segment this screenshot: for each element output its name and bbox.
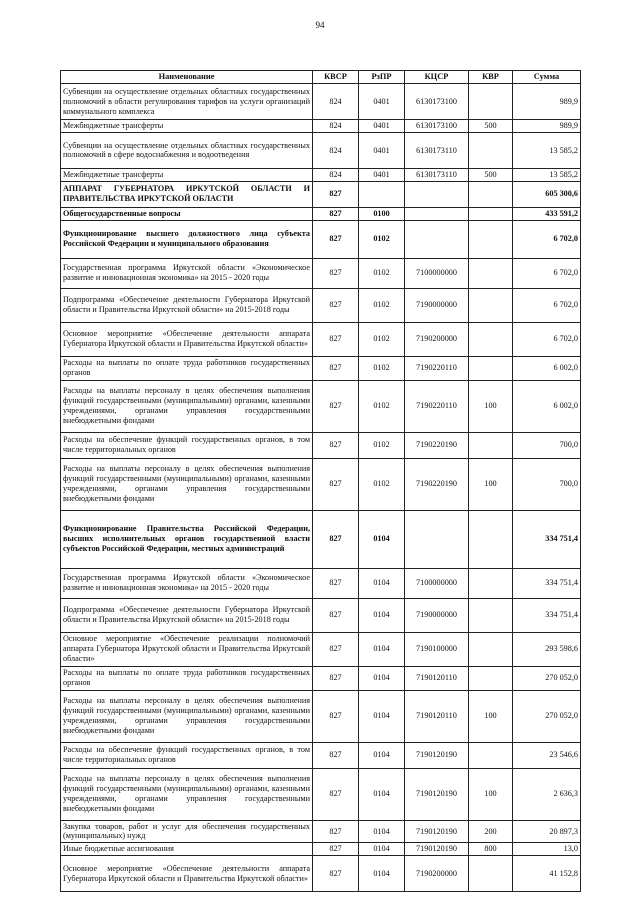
cell-rzpr: 0102 [359, 322, 405, 356]
cell-rzpr: 0102 [359, 220, 405, 258]
table-row [61, 132, 581, 168]
cell-name: Государственная программа Иркутской области «Экономическое развитие и инновационная экономика» на 2015 - 2020 годы [61, 568, 313, 598]
cell-kvr [469, 356, 513, 380]
cell-sum: 334 751,4 [513, 510, 581, 568]
cell-kvsr: 827 [313, 598, 359, 632]
cell-kvr [469, 132, 513, 168]
cell-kvr [469, 181, 513, 207]
cell-kcsr: 7190120190 [405, 742, 469, 768]
cell-rzpr: 0401 [359, 120, 405, 133]
cell-kcsr: 7190120190 [405, 768, 469, 820]
cell-name: Подпрограмма «Обеспечение деятельности Губернатора Иркутской области и Правительства Иркутской области» на 2015-2018 годы [61, 598, 313, 632]
cell-kvsr: 827 [313, 458, 359, 510]
table-body [61, 84, 581, 892]
cell-name: Межбюджетные трансферты [61, 168, 313, 181]
cell-kcsr: 7190220110 [405, 356, 469, 380]
cell-sum: 270 052,0 [513, 690, 581, 742]
table-row [61, 843, 581, 856]
cell-rzpr: 0102 [359, 288, 405, 322]
cell-kcsr: 7100000000 [405, 258, 469, 288]
cell-kvr: 500 [469, 168, 513, 181]
cell-kvsr: 827 [313, 258, 359, 288]
cell-kcsr: 7190000000 [405, 598, 469, 632]
cell-kvsr: 827 [313, 843, 359, 856]
table-row [61, 356, 581, 380]
cell-name: Основное мероприятие «Обеспечение реализации полномочий аппарата Губернатора Иркутской области и Правительства Иркутской области» [61, 632, 313, 666]
cell-rzpr: 0401 [359, 132, 405, 168]
cell-rzpr [359, 181, 405, 207]
page-number: 94 [315, 20, 325, 30]
table-row [61, 207, 581, 220]
table-row [61, 856, 581, 892]
cell-kvr [469, 742, 513, 768]
cell-kvsr: 827 [313, 510, 359, 568]
cell-sum: 6 702,0 [513, 220, 581, 258]
cell-kvr [469, 258, 513, 288]
cell-sum: 334 751,4 [513, 598, 581, 632]
cell-kvr [469, 632, 513, 666]
cell-kvsr: 827 [313, 690, 359, 742]
cell-kvsr: 827 [313, 856, 359, 892]
cell-sum: 41 152,8 [513, 856, 581, 892]
table-row [61, 742, 581, 768]
cell-rzpr: 0104 [359, 768, 405, 820]
cell-kvr [469, 666, 513, 690]
header-name: Наименование [61, 71, 313, 84]
cell-kvr [469, 207, 513, 220]
table-row [61, 380, 581, 432]
cell-kvsr: 824 [313, 132, 359, 168]
header-kvr: КВР [469, 71, 513, 84]
cell-kvr: 200 [469, 820, 513, 843]
header-sum: Сумма [513, 71, 581, 84]
cell-sum: 433 591,2 [513, 207, 581, 220]
cell-name: АППАРАТ ГУБЕРНАТОРА ИРКУТСКОЙ ОБЛАСТИ И ПРАВИТЕЛЬСТВА ИРКУТСКОЙ ОБЛАСТИ [61, 181, 313, 207]
cell-kcsr: 7190120110 [405, 690, 469, 742]
cell-kvr: 500 [469, 120, 513, 133]
cell-rzpr: 0104 [359, 856, 405, 892]
cell-kcsr [405, 207, 469, 220]
cell-kcsr: 6130173110 [405, 168, 469, 181]
cell-kcsr: 7190200000 [405, 856, 469, 892]
cell-name: Расходы на выплаты по оплате труда работников государственных органов [61, 356, 313, 380]
cell-kvr [469, 220, 513, 258]
cell-name: Основное мероприятие «Обеспечение деятельности аппарата Губернатора Иркутской области и Правительства Иркутской области» [61, 856, 313, 892]
cell-name: Межбюджетные трансферты [61, 120, 313, 133]
cell-sum: 20 897,3 [513, 820, 581, 843]
table-row [61, 220, 581, 258]
table-row [61, 510, 581, 568]
cell-kvr [469, 432, 513, 458]
cell-kvr [469, 322, 513, 356]
table-row [61, 120, 581, 133]
cell-sum: 13,0 [513, 843, 581, 856]
cell-name: Функционирование высшего должностного лица субъекта Российской Федерации и муниципального образования [61, 220, 313, 258]
cell-sum: 13 585,2 [513, 132, 581, 168]
cell-kvsr: 827 [313, 380, 359, 432]
cell-kvr: 100 [469, 768, 513, 820]
cell-rzpr: 0102 [359, 380, 405, 432]
cell-kvr: 800 [469, 843, 513, 856]
table-row [61, 181, 581, 207]
cell-kcsr: 7190120190 [405, 820, 469, 843]
table-header-row [61, 71, 581, 84]
cell-kvsr: 827 [313, 220, 359, 258]
cell-kcsr: 7190200000 [405, 322, 469, 356]
cell-rzpr: 0100 [359, 207, 405, 220]
cell-kcsr [405, 181, 469, 207]
cell-rzpr: 0102 [359, 458, 405, 510]
cell-sum: 2 636,3 [513, 768, 581, 820]
cell-name: Расходы на обеспечение функций государственных органов, в том числе территориальных органов [61, 432, 313, 458]
cell-kvr [469, 856, 513, 892]
header-kvsr: КВСР [313, 71, 359, 84]
cell-kvr [469, 510, 513, 568]
table-row [61, 598, 581, 632]
header-kcsr: КЦСР [405, 71, 469, 84]
cell-rzpr: 0102 [359, 356, 405, 380]
cell-kvsr: 827 [313, 742, 359, 768]
cell-sum: 6 002,0 [513, 356, 581, 380]
cell-kvsr: 824 [313, 120, 359, 133]
cell-rzpr: 0104 [359, 820, 405, 843]
cell-kcsr [405, 510, 469, 568]
cell-kvsr: 827 [313, 181, 359, 207]
cell-kvr [469, 598, 513, 632]
cell-kcsr: 7190100000 [405, 632, 469, 666]
cell-kvr [469, 84, 513, 120]
cell-rzpr: 0104 [359, 690, 405, 742]
table-row [61, 820, 581, 843]
cell-name: Расходы на выплаты персоналу в целях обеспечения выполнения функций государственными (муниципальными) органами, казенными учреждениями, органами управления государственными внебюджетными фондами [61, 380, 313, 432]
cell-kvsr: 827 [313, 288, 359, 322]
table-row [61, 666, 581, 690]
cell-rzpr: 0104 [359, 666, 405, 690]
cell-name: Субвенции на осуществление отдельных областных государственных полномочий в сфере водоснабжения и водоотведения [61, 132, 313, 168]
cell-kvsr: 827 [313, 568, 359, 598]
cell-sum: 6 702,0 [513, 288, 581, 322]
cell-kcsr: 7190220190 [405, 432, 469, 458]
cell-name: Подпрограмма «Обеспечение деятельности Губернатора Иркутской области и Правительства Иркутской области» на 2015-2018 годы [61, 288, 313, 322]
cell-rzpr: 0104 [359, 510, 405, 568]
cell-name: Расходы на выплаты по оплате труда работников государственных органов [61, 666, 313, 690]
cell-kcsr [405, 220, 469, 258]
cell-kvsr: 827 [313, 666, 359, 690]
table-row [61, 432, 581, 458]
cell-kvr: 100 [469, 380, 513, 432]
cell-name: Расходы на выплаты персоналу в целях обеспечения выполнения функций государственными (муниципальными) органами, казенными учреждениями, органами управления государственными внебюджетными фондами [61, 768, 313, 820]
cell-sum: 6 702,0 [513, 322, 581, 356]
cell-rzpr: 0104 [359, 742, 405, 768]
cell-name: Основное мероприятие «Обеспечение деятельности аппарата Губернатора Иркутской области и Правительства Иркутской области» [61, 322, 313, 356]
cell-rzpr: 0104 [359, 843, 405, 856]
cell-name: Субвенции на осуществление отдельных областных государственных полномочий в области регулирования тарифов на услуги организаций коммунального комплекса [61, 84, 313, 120]
cell-rzpr: 0102 [359, 258, 405, 288]
cell-kvsr: 827 [313, 768, 359, 820]
cell-sum: 989,9 [513, 120, 581, 133]
table-row [61, 168, 581, 181]
cell-rzpr: 0104 [359, 632, 405, 666]
header-rzpr: РзПР [359, 71, 405, 84]
table-row [61, 632, 581, 666]
cell-kcsr: 6130173110 [405, 132, 469, 168]
cell-kvr [469, 288, 513, 322]
table-row [61, 458, 581, 510]
cell-rzpr: 0104 [359, 568, 405, 598]
cell-name: Расходы на выплаты персоналу в целях обеспечения выполнения функций государственными (муниципальными) органами, казенными учреждениями, органами управления государственными внебюджетными фондами [61, 458, 313, 510]
cell-kvsr: 824 [313, 84, 359, 120]
cell-sum: 293 598,6 [513, 632, 581, 666]
cell-rzpr: 0401 [359, 168, 405, 181]
cell-kcsr: 7190000000 [405, 288, 469, 322]
cell-name: Государственная программа Иркутской области «Экономическое развитие и инновационная экономика» на 2015 - 2020 годы [61, 258, 313, 288]
cell-rzpr: 0104 [359, 598, 405, 632]
cell-name: Закупка товаров, работ и услуг для обеспечения государственных (муниципальных) нужд [61, 820, 313, 843]
cell-sum: 6 002,0 [513, 380, 581, 432]
cell-rzpr: 0401 [359, 84, 405, 120]
cell-kcsr: 7190120110 [405, 666, 469, 690]
cell-kcsr: 7100000000 [405, 568, 469, 598]
table-row [61, 84, 581, 120]
table-row [61, 288, 581, 322]
cell-kvsr: 827 [313, 820, 359, 843]
cell-kvsr: 827 [313, 322, 359, 356]
cell-kvsr: 827 [313, 356, 359, 380]
cell-sum: 23 546,6 [513, 742, 581, 768]
cell-sum: 6 702,0 [513, 258, 581, 288]
cell-kvr [469, 568, 513, 598]
cell-kvsr: 827 [313, 207, 359, 220]
cell-name: Расходы на обеспечение функций государственных органов, в том числе территориальных органов [61, 742, 313, 768]
cell-sum: 270 052,0 [513, 666, 581, 690]
cell-sum: 334 751,4 [513, 568, 581, 598]
table-row [61, 322, 581, 356]
cell-sum: 700,0 [513, 458, 581, 510]
cell-name: Функционирование Правительства Российской Федерации, высших исполнительных органов государственной власти субъектов Российской Федерации, местных администраций [61, 510, 313, 568]
table-row [61, 258, 581, 288]
cell-name: Иные бюджетные ассигнования [61, 843, 313, 856]
cell-kvsr: 827 [313, 432, 359, 458]
cell-kvsr: 824 [313, 168, 359, 181]
cell-kvr: 100 [469, 690, 513, 742]
cell-sum: 13 585,2 [513, 168, 581, 181]
cell-kcsr: 7190220110 [405, 380, 469, 432]
cell-kcsr: 7190220190 [405, 458, 469, 510]
cell-rzpr: 0102 [359, 432, 405, 458]
table-row [61, 768, 581, 820]
cell-kcsr: 6130173100 [405, 120, 469, 133]
cell-kvsr: 827 [313, 632, 359, 666]
table-row [61, 690, 581, 742]
cell-sum: 989,9 [513, 84, 581, 120]
table-row [61, 568, 581, 598]
cell-name: Общегосударственные вопросы [61, 207, 313, 220]
cell-kcsr: 7190120190 [405, 843, 469, 856]
cell-sum: 605 300,6 [513, 181, 581, 207]
cell-kcsr: 6130173100 [405, 84, 469, 120]
cell-name: Расходы на выплаты персоналу в целях обеспечения выполнения функций государственными (муниципальными) органами, казенными учреждениями, органами управления государственными внебюджетными фондами [61, 690, 313, 742]
budget-table [60, 70, 581, 892]
cell-kvr: 100 [469, 458, 513, 510]
cell-sum: 700,0 [513, 432, 581, 458]
